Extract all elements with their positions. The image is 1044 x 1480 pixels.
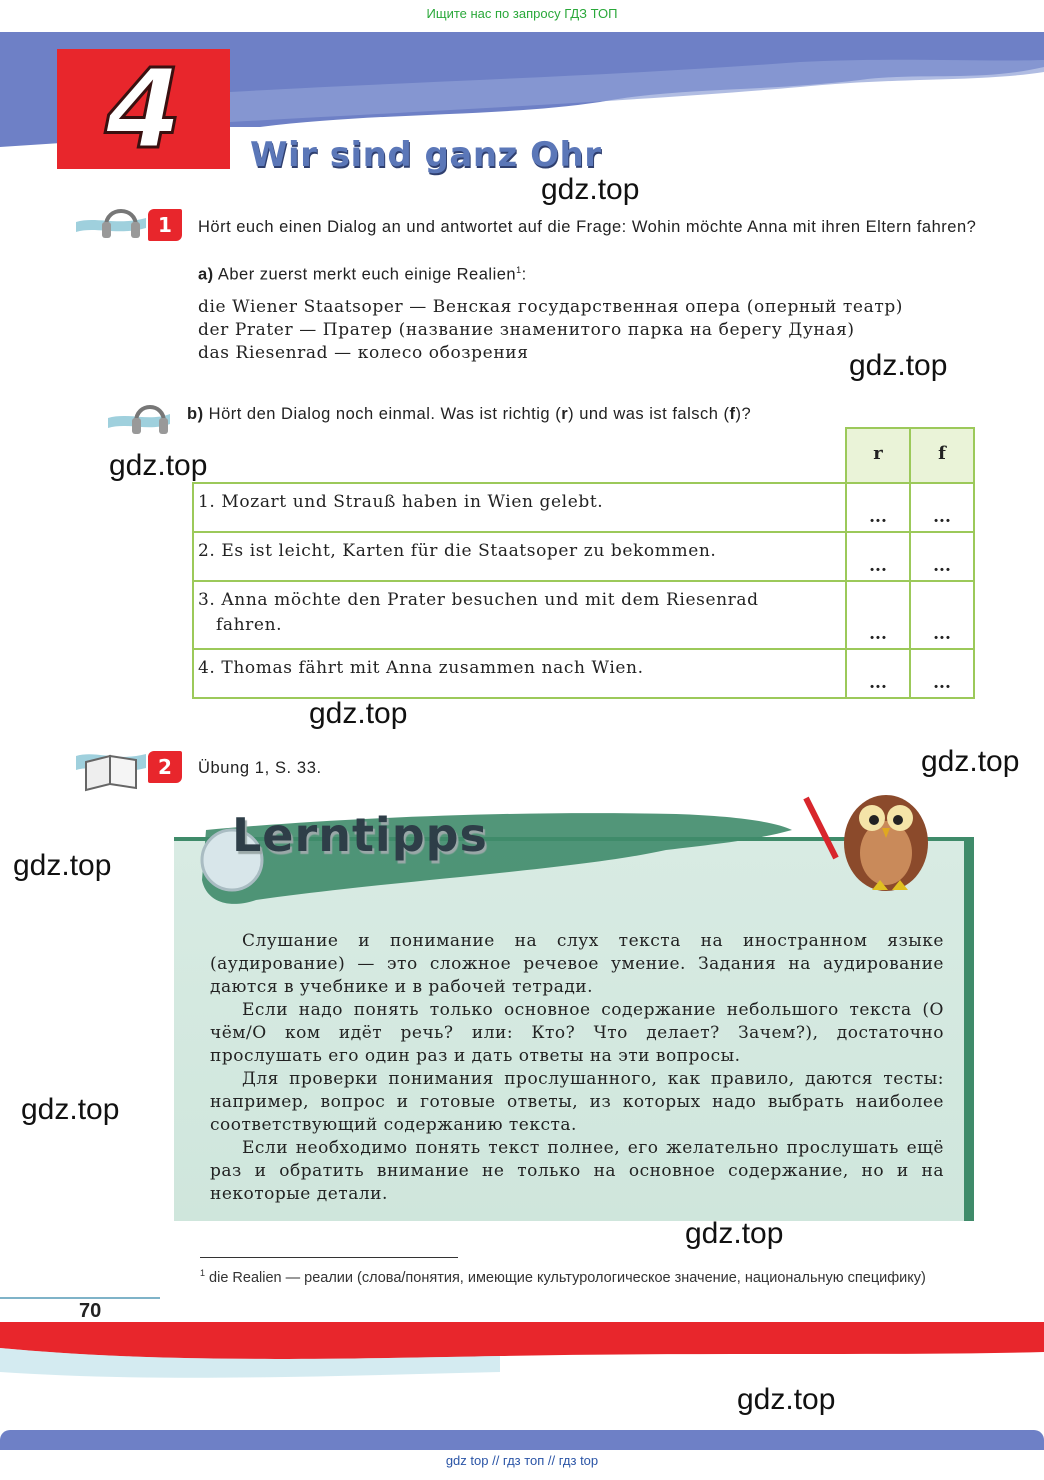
watermark: gdz.top: [737, 1383, 836, 1416]
table-row: [193, 483, 974, 532]
footer-banner: [0, 1322, 1044, 1397]
bottom-note: gdz top // гдз топ // гдз top: [445, 1453, 599, 1468]
footnote: [200, 1263, 975, 1288]
statement: 2. Es ist leicht, Karten für die Staatsoper zu bekommen.: [193, 532, 846, 581]
watermark: gdz.top: [13, 849, 112, 882]
lerntipps-text: [210, 930, 944, 1206]
realien-item: die Wiener Staatsoper — Венская государственная опера (оперный театр): [198, 297, 904, 317]
table-header-row: [193, 428, 974, 483]
part-a-text: Aber zuerst merkt euch einige Realien: [217, 265, 517, 284]
task1-instruction: Hört euch einen Dialog an und antwortet auf die Frage: Wohin möchte Anna mit ihren Eltern fahren?: [198, 218, 977, 236]
task-badge-1: 1: [148, 209, 182, 241]
headphones-icon: [108, 394, 170, 440]
part-b-r: r: [561, 405, 569, 423]
book-icon: [76, 742, 146, 792]
answer-r[interactable]: ...: [846, 649, 910, 698]
realien-item: das Riesenrad — колесо обозрения: [198, 343, 529, 363]
owl-icon: [796, 768, 946, 898]
answer-r[interactable]: ...: [846, 532, 910, 581]
part-b-label: b): [187, 405, 204, 423]
lerntipps-paragraph: Для проверки понимания прослушанного, как правило, даются тесты: например, вопрос и готовые ответы, из которых надо выбрать наиболее соответствующий содержанию текста.: [210, 1069, 944, 1135]
table-row: [193, 581, 974, 649]
watermark: gdz.top: [541, 173, 640, 206]
part-b-f: f: [729, 405, 736, 423]
textbook-page: [0, 32, 1044, 1397]
watermark: gdz.top: [685, 1217, 784, 1250]
lerntipps-title: Lerntipps: [232, 808, 488, 862]
task1-part-a: [198, 265, 527, 285]
watermark: gdz.top: [109, 449, 208, 482]
part-b-text: Hört den Dialog noch einmal. Was ist richtig (: [208, 405, 562, 423]
watermark: gdz.top: [849, 349, 948, 382]
answer-f[interactable]: ...: [910, 483, 974, 532]
table-row: [193, 649, 974, 698]
answer-r[interactable]: ...: [846, 483, 910, 532]
footnote-text: die Realien — реалии (слова/понятия, имеющие культурологическое значение, национальную специфику): [205, 1269, 926, 1286]
part-a-colon: :: [521, 265, 527, 284]
statement: 1. Mozart und Strauß haben in Wien gelebt.: [193, 483, 846, 532]
true-false-table: [192, 427, 975, 699]
page-number-rule: [0, 1297, 160, 1299]
watermark: gdz.top: [309, 697, 408, 730]
chapter-number-box: [57, 45, 230, 173]
watermark: gdz.top: [921, 745, 1020, 778]
task1-part-b: [187, 405, 751, 424]
statement: [193, 581, 846, 649]
top-note: Ищите нас по запросу ГДЗ ТОП: [426, 6, 618, 21]
chapter-number: 4: [105, 45, 182, 173]
chapter-title: Wir sind ganz Ohr: [250, 135, 602, 175]
answer-f[interactable]: ...: [910, 649, 974, 698]
watermark: gdz.top: [21, 1093, 120, 1126]
answer-f[interactable]: ...: [910, 581, 974, 649]
answer-f[interactable]: ...: [910, 532, 974, 581]
part-a-label: a): [198, 265, 214, 284]
footnote-mark: 1: [200, 1268, 206, 1278]
part-a-footnote-mark: 1: [516, 265, 522, 275]
bottom-strip: [0, 1430, 1044, 1450]
lerntipps-paragraph: Слушание и понимание на слух текста на иностранном языке (аудирование) — это сложное речевое умение. Задания на аудирование даются в учебнике и в рабочей тетради.: [210, 931, 944, 997]
answer-r[interactable]: ...: [846, 581, 910, 649]
statement: 4. Thomas fährt mit Anna zusammen nach Wien.: [193, 649, 846, 698]
part-b-text: ) und was ist falsch (: [568, 405, 730, 423]
task-badge-2: 2: [148, 751, 182, 783]
col-header-r: r: [846, 428, 910, 483]
realien-item: der Prater — Пратер (название знаменитого парка на берегу Дуная): [198, 320, 855, 340]
headphones-icon: [76, 198, 146, 244]
table-row: [193, 532, 974, 581]
statement-line: fahren.: [216, 615, 283, 635]
lerntipps-paragraph: Если необходимо понять текст полнее, его желательно прослушать ещё раз и обратить внимание не только на основное содержание, но и на некоторые детали.: [210, 1138, 944, 1204]
page-number: 70: [79, 1300, 102, 1322]
footnote-divider: [200, 1257, 458, 1258]
task2-instruction: Übung 1, S. 33.: [198, 759, 322, 777]
part-b-text: )?: [735, 405, 752, 423]
statement-line: 3. Anna möchte den Prater besuchen und mit dem Riesenrad: [198, 590, 759, 610]
lerntipps-paragraph: Если надо понять только основное содержание небольшого текста (О чём/О ком идёт речь? или: Кто? Что делает? Зачем?), достаточно прослушать его один раз и дать ответы на эти вопросы.: [210, 1000, 944, 1066]
col-header-f: f: [910, 428, 974, 483]
table-header-blank: [193, 428, 846, 483]
realien-list: [198, 296, 903, 365]
